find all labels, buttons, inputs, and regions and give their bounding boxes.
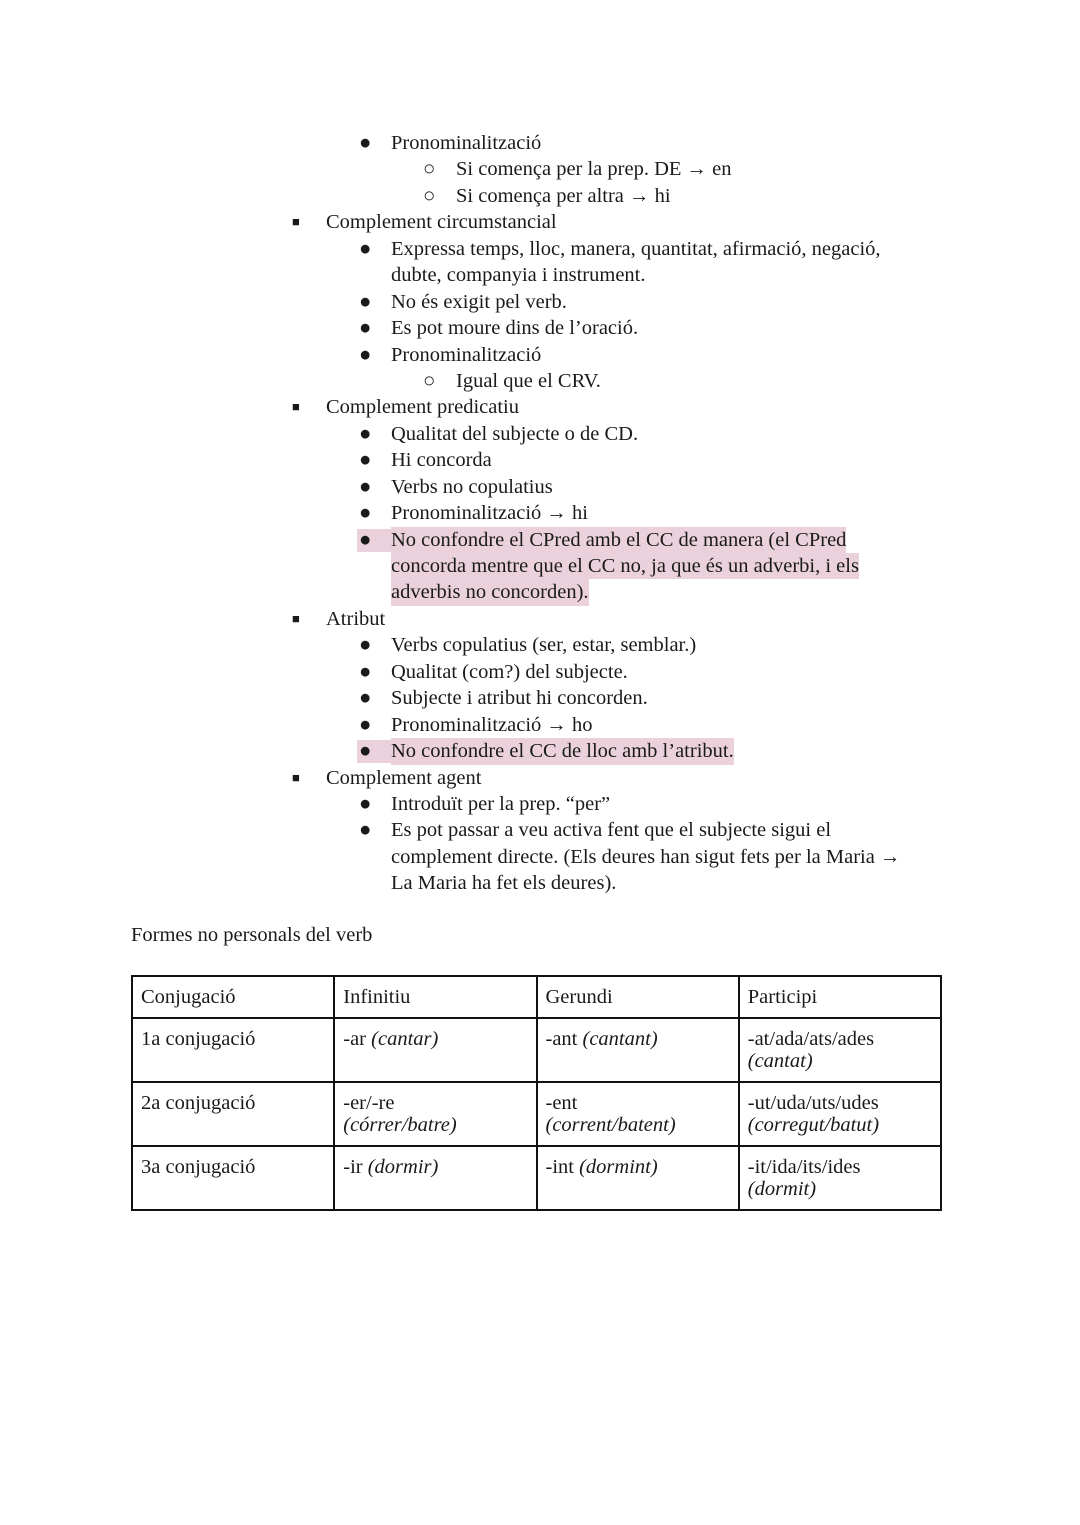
table-cell [739,1018,941,1082]
cell-example: (cantant) [582,1028,658,1050]
list-item-text: Expressa temps, lloc, manera, quantitat, afirmació, negació, [391,237,881,260]
list-item-line [0,183,1080,209]
list-item-line [0,738,1080,764]
disc-bullet-icon: ● [359,819,372,842]
list-item-text: Pronominalització [391,132,542,154]
square-bullet-icon: ■ [292,399,300,415]
list-item-line [0,394,1080,420]
list-item-text: Es pot passar a veu activa fent que el subjecte sigui el [391,819,832,842]
list-item-line [0,421,1080,447]
section-heading: Formes no personals del verb [131,924,373,946]
list-item-text: Qualitat del subjecte o de CD. [391,422,639,445]
table-row [132,1082,941,1146]
table-cell [739,1082,941,1146]
table-cell [537,1018,739,1082]
disc-bullet-icon: ● [359,475,372,498]
list-item-line [0,553,1080,579]
cell-suffix: -ent [545,1092,578,1114]
disc-bullet-icon: ● [359,740,372,763]
table-cell [132,1146,334,1210]
cell-example: (cantat) [747,1050,813,1072]
cell-example: (cantar) [371,1028,439,1050]
table-cell [334,1146,536,1210]
list-item-line [0,712,1080,738]
list-item-text: Introduït per la prep. “per” [391,792,611,815]
circle-bullet-icon: ○ [423,369,436,392]
disc-bullet-icon: ● [359,634,372,657]
table-cell [132,1082,334,1146]
circle-bullet-icon: ○ [423,184,436,207]
list-item-text: La Maria ha fet els deures). [391,872,617,895]
cell-suffix: -ut/uda/uts/udes [747,1092,879,1114]
header-cell: Conjugació [132,976,334,1018]
list-item-line [0,289,1080,315]
list-item-line [0,262,1080,288]
header-cell: Infinitiu [334,976,536,1018]
table-cell [132,1018,334,1082]
disc-bullet-icon: ● [359,660,372,683]
cell-example: (córrer/batre) [343,1114,457,1136]
list-item-text: Atribut [326,607,386,630]
disc-bullet-icon: ● [359,502,372,525]
list-item-text: Igual que el CRV. [456,369,601,392]
list-item-text: Si comença per la prep. DE → en [456,158,732,181]
cell-suffix: -at/ada/ats/ades [747,1028,875,1050]
disc-bullet-icon: ● [359,528,372,551]
list-item-line [0,659,1080,685]
verb-forms-table [131,975,942,1211]
list-item-text: dubte, companyia i instrument. [391,264,646,287]
list-item-line [0,791,1080,817]
cell-suffix: -it/ida/its/ides [747,1156,861,1178]
list-item-text: Verbs no copulatius [391,475,553,498]
list-item-text: Subjecte i atribut hi concorden. [391,687,648,710]
list-item-text: Pronominalització [391,343,542,366]
cell-suffix: 1a conjugació [141,1028,256,1050]
table-cell [334,1018,536,1082]
disc-bullet-icon: ● [359,237,372,260]
cell-suffix: -ar [343,1028,372,1050]
disc-bullet-icon: ● [359,343,372,366]
header-cell: Participi [739,976,941,1018]
list-item-text: Verbs copulatius (ser, estar, semblar.) [391,634,697,657]
list-item-line [0,315,1080,341]
list-item-line [0,342,1080,368]
list-item-text: Complement circumstancial [326,211,557,234]
cell-example: (corrent/batent) [545,1114,676,1136]
cell-suffix: 3a conjugació [141,1156,256,1178]
list-item-text: concorda mentre que el CC no, ja que és un adverbi, i els [391,553,859,579]
table-row [132,1018,941,1082]
list-item-line [0,817,1080,843]
header-cell: Gerundi [537,976,739,1018]
square-bullet-icon: ■ [292,769,300,785]
list-item-text: Complement predicatiu [326,396,519,419]
list-item-line [0,632,1080,658]
list-item-text: Hi concorda [391,449,492,472]
list-item-line [0,447,1080,473]
table-cell [739,1146,941,1210]
list-item-line [0,130,1080,156]
cell-suffix: 2a conjugació [141,1092,256,1114]
disc-bullet-icon: ● [359,422,372,445]
list-item-line [0,579,1080,605]
table-cell [334,1082,536,1146]
notes-outline [0,130,1080,897]
disc-bullet-icon: ● [359,290,372,313]
disc-bullet-icon: ● [359,713,372,736]
list-item-text: No confondre el CPred amb el CC de manera (el CPred [391,527,846,553]
circle-bullet-icon: ○ [423,158,436,181]
list-item-line [0,209,1080,235]
cell-suffix: -ir [343,1156,368,1178]
list-item-text: complement directe. (Els deures han sigut fets per la Maria → [391,845,901,868]
list-item-line [0,765,1080,791]
list-item-line [0,685,1080,711]
list-item-text: Complement agent [326,766,482,789]
table-row [132,1146,941,1210]
cell-suffix: -er/-re [343,1092,395,1114]
list-item-text: No és exigit pel verb. [391,290,567,313]
table-header-row [132,976,941,1018]
table-cell [537,1146,739,1210]
disc-bullet-icon: ● [359,792,372,815]
list-item-text: adverbis no concorden). [391,579,589,605]
disc-bullet-icon: ● [359,687,372,710]
list-item-line [0,156,1080,182]
list-item-line [0,606,1080,632]
list-item-line [0,870,1080,896]
disc-bullet-icon: ● [359,132,372,154]
cell-example: (dormir) [367,1156,439,1178]
list-item-line [0,527,1080,553]
cell-suffix: -ant [545,1028,583,1050]
list-item-line [0,500,1080,526]
cell-example: (dormit) [747,1178,817,1200]
list-item-line [0,474,1080,500]
list-item-text: Si comença per altra → hi [456,184,671,207]
table-cell [537,1082,739,1146]
list-item-line [0,844,1080,870]
list-item-text: Qualitat (com?) del subjecte. [391,660,628,683]
cell-suffix: -int [545,1156,580,1178]
list-item-line [0,368,1080,394]
cell-example: (corregut/batut) [747,1114,880,1136]
square-bullet-icon: ■ [292,610,300,626]
list-item-text: No confondre el CC de lloc amb l’atribut. [391,738,734,764]
list-item-text: Pronominalització → hi [391,502,588,525]
disc-bullet-icon: ● [359,317,372,340]
disc-bullet-icon: ● [359,449,372,472]
list-item-text: Es pot moure dins de l’oració. [391,317,639,340]
square-bullet-icon: ■ [292,214,300,230]
cell-example: (dormint) [579,1156,658,1178]
list-item-line [0,236,1080,262]
list-item-text: Pronominalització → ho [391,713,593,736]
